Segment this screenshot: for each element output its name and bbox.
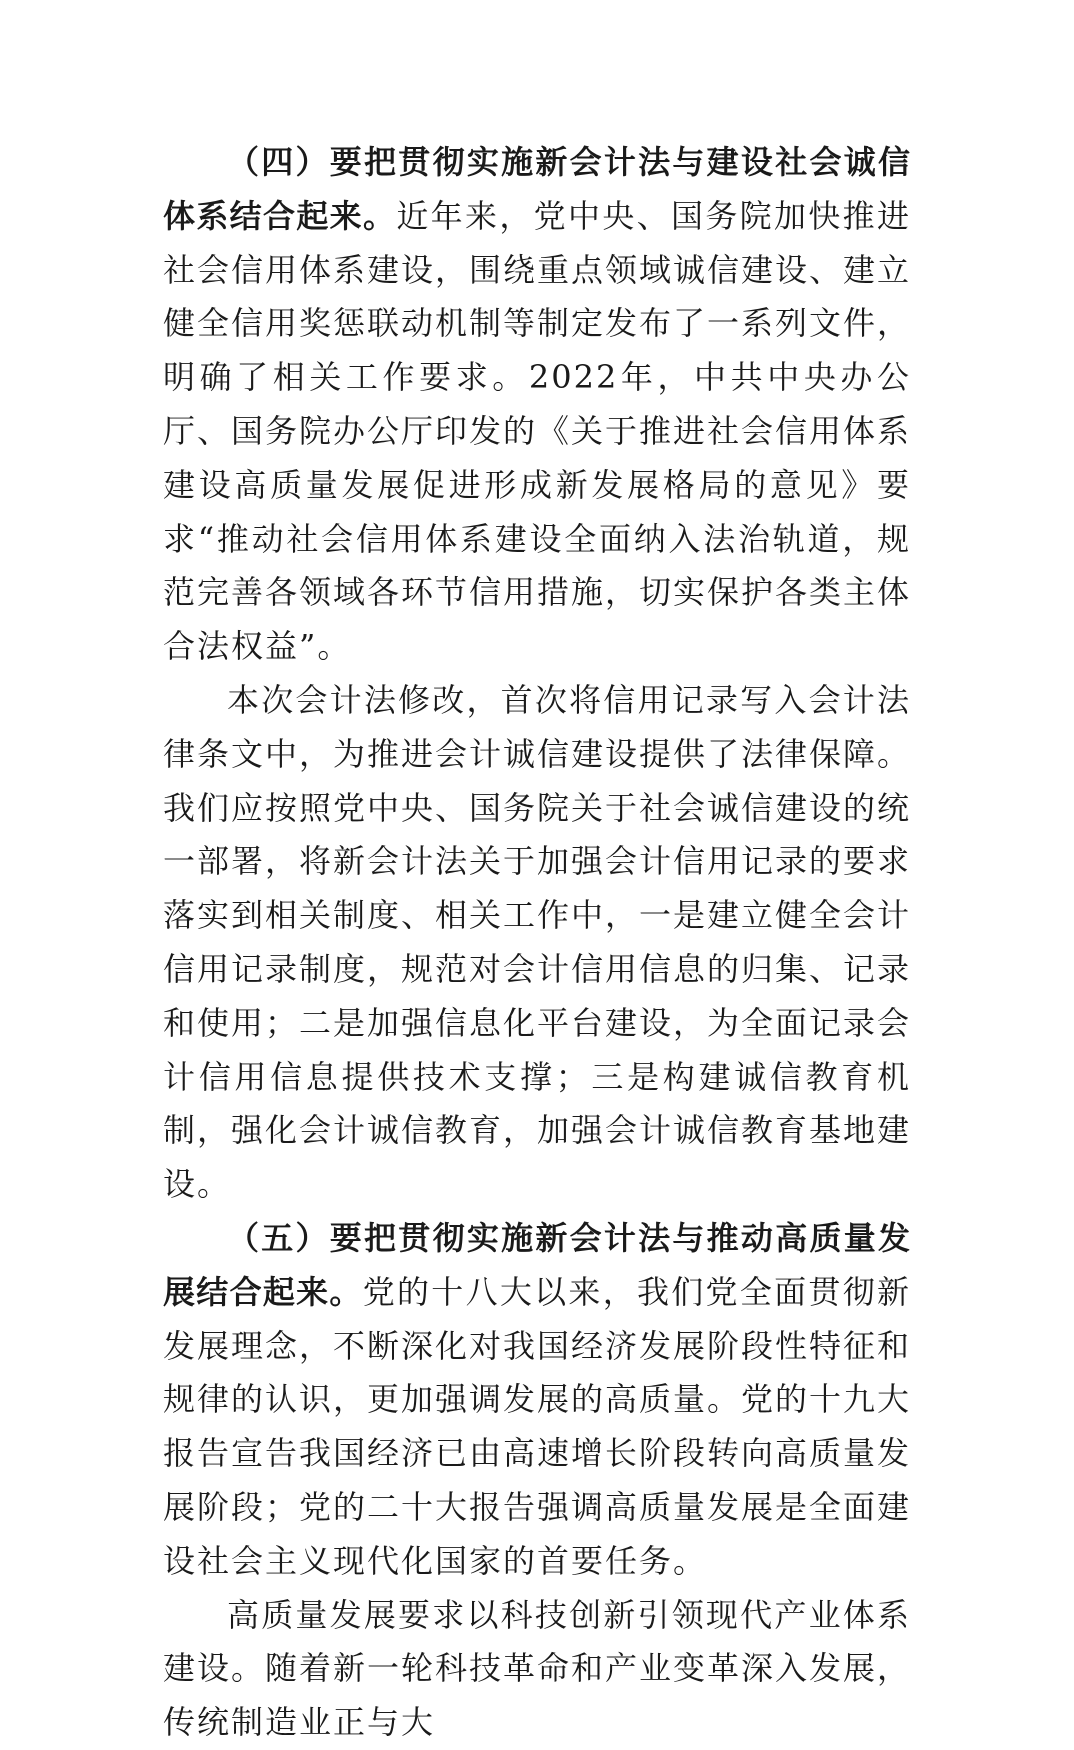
paragraph-high-quality-development xyxy=(163,1589,911,1750)
paragraph-section-4 xyxy=(163,136,911,674)
paragraph-text: 近年来，党中央、国务院加快推进社会信用体系建设，围绕重点领域诚信建设、建立健全信用奖惩联动机制等制定发布了一系列文件，明确了相关工作要求。2022年，中共中央办公厅、国务院办公厅印发的《关于推进社会信用体系建设高质量发展促进形成新发展格局的意见》要求“推动社会信用体系建设全面纳入法治轨道，规范完善各领域各环节信用措施，切实保护各类主体合法权益”。 xyxy=(163,196,912,666)
paragraph-credit-records xyxy=(163,674,911,1212)
section-heading-5: （五）要把贯彻实施新会计法与推动高质量发展结合起来。 xyxy=(163,1218,911,1311)
document-page xyxy=(163,136,911,1750)
paragraph-section-5 xyxy=(163,1212,911,1589)
paragraph-text: 本次会计法修改，首次将信用记录写入会计法律条文中，为推进会计诚信建设提供了法律保障。我们应按照党中央、国务院关于社会诚信建设的统一部署，将新会计法关于加强会计信用记录的要求落实到相关制度、相关工作中，一是建立健全会计信用记录制度，规范对会计信用信息的归集、记录和使用；二是加强信息化平台建设，为全面记录会计信用信息提供技术支撑；三是构建诚信教育机制，强化会计诚信教育，加强会计诚信教育基地建设。 xyxy=(163,680,912,1204)
section-heading-4: （四）要把贯彻实施新会计法与建设社会诚信体系结合起来。 xyxy=(163,143,911,235)
paragraph-text: 高质量发展要求以科技创新引领现代产业体系建设。随着新一轮科技革命和产业变革深入发展，传统制造业正与大 xyxy=(163,1595,912,1742)
paragraph-text: 党的十八大以来，我们党全面贯彻新发展理念，不断深化对我国经济发展阶段性特征和规律的认识，更加强调发展的高质量。党的十九大报告宣告我国经济已由高速增长阶段转向高质量发展阶段；党的二十大报告强调高质量发展是全面建设社会主义现代化国家的首要任务。 xyxy=(163,1272,912,1580)
